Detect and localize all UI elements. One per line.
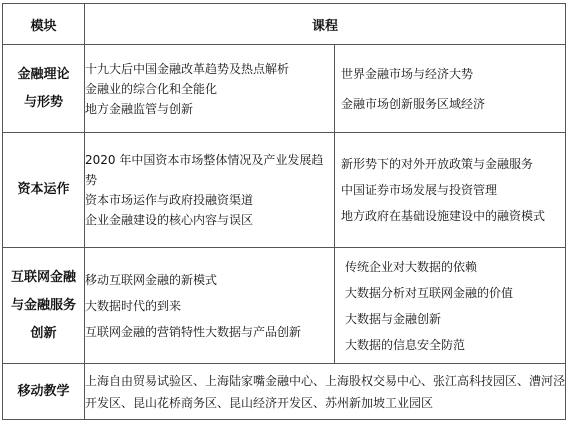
course-item: 大数据与金融创新 [345, 311, 442, 326]
table-row [3, 133, 566, 248]
module-header: 模块 [3, 4, 85, 45]
course-list-left [85, 45, 335, 133]
header-row [3, 4, 566, 45]
course-item: 新形势下的对外开放政策与金融服务 [341, 157, 534, 171]
course-item: 中国证券市场发展与投资管理 [341, 183, 498, 197]
module-name-cell: 移动教学 [3, 364, 85, 420]
module-name-cell [3, 45, 85, 133]
course-item: 2020 年中国资本市场整体情况及产业发展趋势 [85, 153, 324, 187]
module-name-cell [3, 248, 85, 364]
course-item: 十九大后中国金融改革趋势及热点解析 [85, 61, 290, 76]
module-name-line: 与金融服务 [10, 297, 76, 313]
course-item: 大数据分析对互联网金融的价值 [345, 285, 514, 300]
course-list-right [335, 248, 566, 364]
course-list-left [85, 248, 335, 364]
course-item: 金融市场创新服务区域经济 [341, 96, 486, 111]
course-header: 课程 [85, 4, 566, 45]
course-list-right [335, 133, 566, 248]
course-list-left [85, 133, 335, 248]
table-row [3, 45, 566, 133]
module-name-line: 创新 [30, 325, 57, 341]
course-item: 企业金融建设的核心内容与误区 [85, 213, 254, 227]
course-item: 地方金融监管与创新 [85, 101, 194, 116]
course-item: 大数据时代的到来 [85, 298, 182, 313]
module-name-line: 金融理论 [17, 66, 70, 82]
course-item: 世界金融市场与经济大势 [341, 66, 474, 81]
curriculum-table [2, 3, 566, 420]
course-item: 互联网金融的营销特性大数据与产品创新 [85, 324, 302, 339]
table-row [3, 364, 566, 420]
module-name-line: 与形势 [23, 94, 63, 110]
module-name-line: 互联网金融 [10, 269, 76, 285]
course-item: 大数据的信息安全防范 [345, 337, 466, 352]
module-name-line: 资本运作 [17, 182, 70, 197]
course-item: 移动互联网金融的新模式 [85, 272, 218, 287]
course-item: 地方政府在基础设施建设中的融资模式 [341, 209, 546, 223]
course-list-right [335, 45, 566, 133]
course-item: 传统企业对大数据的依赖 [345, 259, 478, 274]
visit-sites: 上海自由贸易试验区、上海陆家嘴金融中心、上海股权交易中心、张江高科技园区、漕河泾开发区、昆山花桥商务区、昆山经济开发区、苏州新加坡工业园区 [85, 364, 566, 420]
module-name-cell [3, 133, 85, 248]
course-item: 资本市场运作与政府投融资渠道 [85, 193, 254, 207]
course-item: 金融业的综合化和全能化 [85, 81, 218, 96]
table-row [3, 248, 566, 364]
